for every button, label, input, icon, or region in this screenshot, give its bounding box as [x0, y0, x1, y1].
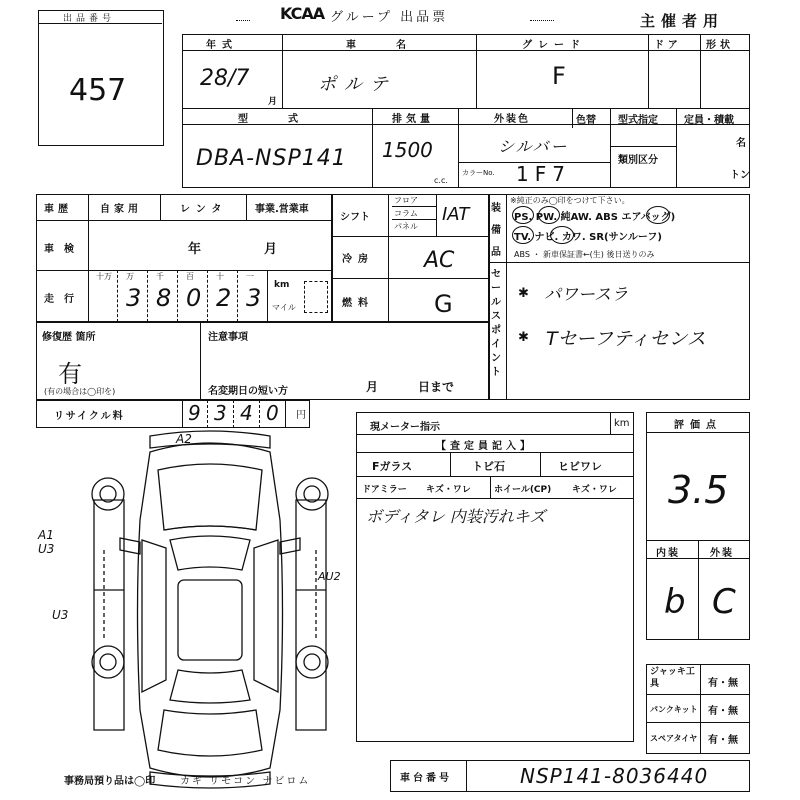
- odometer-digit: 0: [186, 284, 202, 312]
- recycle-digit: 4: [240, 401, 253, 425]
- interior-value: b: [664, 582, 686, 622]
- odometer-cell: [118, 270, 148, 322]
- color-label: 外装色: [494, 114, 530, 125]
- inspector-item-mirror: ドアミラー: [362, 485, 407, 495]
- repair-label: 修復歴 箇所: [42, 332, 96, 343]
- accessory-value-jack: 有・無: [708, 678, 738, 689]
- car-body-diagram: [80, 430, 340, 790]
- odometer-cell: [238, 270, 268, 322]
- sales-point-2: Tセーフティセンス: [546, 328, 706, 350]
- meter-label: 現メーター指示: [370, 422, 440, 433]
- year-label: 年式: [206, 40, 238, 51]
- model-label: 型式: [238, 114, 338, 125]
- displacement-unit: c.c.: [434, 176, 448, 185]
- grade-value: F: [552, 62, 566, 90]
- recycle-digit-cell: [182, 400, 208, 428]
- lot-label: 出品番号: [63, 14, 116, 24]
- deco-line: [236, 20, 250, 21]
- score-label: 評価点: [674, 420, 722, 431]
- inspector-label: 【査定員記入】: [436, 441, 534, 452]
- model-value: DBA-NSP141: [196, 146, 347, 171]
- color-no-value: 1F7: [516, 162, 571, 186]
- host-label: 主催者用: [640, 12, 725, 30]
- grade-label: グレード: [522, 40, 586, 51]
- mile-check-box[interactable]: [304, 281, 328, 313]
- office-note: 事務局預り品は◯印: [64, 776, 156, 787]
- interior-label: 内装: [656, 548, 680, 559]
- circle-mark-ab: [646, 206, 670, 224]
- inspector-comment: ボディタレ 内装汚れキズ: [366, 507, 546, 526]
- equipment-line-3: ABS ・ 新車保証書←(生) 後日送りのみ: [514, 250, 655, 259]
- name-change-day: 日まで: [418, 380, 455, 394]
- shift-value: IAT: [442, 204, 470, 225]
- inspector-item-mirror-damage: キズ・ワレ: [426, 485, 471, 495]
- diagram-mark-left-top: A1 U3: [38, 528, 55, 556]
- repair-note: (有の場合は◯印を): [44, 387, 116, 396]
- chassis-label: 車台番号: [400, 773, 452, 784]
- form-title: グループ 出品票: [330, 10, 449, 25]
- equipment-line-2: TV. ナビ. カワ. SR(サンルーフ): [514, 232, 662, 243]
- recycle-digit-cell: [234, 400, 260, 428]
- capacity-unit-tons: トン: [730, 170, 750, 181]
- equipment-line-1: PS. PW. 純AW. ABS エアバッグ): [514, 212, 676, 223]
- exterior-label: 外装: [710, 548, 734, 559]
- capacity-unit-persons: 名: [736, 138, 746, 149]
- recycle-unit: 円: [296, 410, 306, 421]
- ac-label: 冷房: [342, 254, 374, 265]
- accessory-label-spare: スペアタイヤ: [650, 734, 698, 743]
- inspection-year-label: 年: [188, 242, 202, 257]
- recycle-label: リサイクル料: [54, 411, 125, 422]
- deco-line: [530, 20, 554, 21]
- shift-option-floor: フロア: [394, 196, 418, 205]
- shift-option-column: コラム: [394, 209, 418, 218]
- inspection-label: 車検: [44, 244, 84, 255]
- name-label: 車名: [346, 40, 446, 51]
- mileage-unit-km: km: [274, 280, 290, 290]
- year-month-suffix: 月: [268, 97, 278, 107]
- odometer-cell: [148, 270, 178, 322]
- mileage-unit-mile: マイル: [272, 303, 296, 312]
- circle-mark-ps: [512, 206, 534, 224]
- sales-point-star-1: ✱: [518, 286, 529, 301]
- recycle-digit-cell: [208, 400, 234, 428]
- capacity-label: 定員・積載: [684, 115, 734, 126]
- sales-point-1: パワースラ: [544, 285, 629, 305]
- color-value: シルバー: [498, 137, 569, 156]
- name-change-label: 名変期日の短い方: [208, 386, 288, 397]
- color-no-label: カラーNo.: [462, 169, 495, 177]
- circle-mark-tv: [512, 226, 534, 244]
- displacement-value: 1500: [382, 138, 433, 162]
- equipment-label: 装備品: [491, 203, 501, 258]
- odometer-digit: 8: [156, 284, 172, 312]
- inspector-item-wheel-damage: キズ・ワレ: [572, 485, 617, 495]
- score-value: 3.5: [668, 468, 729, 512]
- history-option-business: 事業.営業車: [255, 204, 309, 215]
- history-option-rental: レンタ: [180, 204, 228, 215]
- fuel-label: 燃料: [342, 298, 374, 309]
- sales-point-star-2: ✱: [518, 330, 529, 345]
- category-label: 類別区分: [618, 155, 658, 166]
- fuel-value: G: [434, 290, 453, 318]
- accessory-label-jack: ジャッキ工具: [650, 667, 695, 689]
- inspector-item-crack: ヒビワレ: [558, 460, 602, 473]
- odometer-digit-label: 千: [156, 272, 164, 281]
- equipment-note: ※純正のみ◯印をつけて下さい。: [510, 196, 630, 205]
- odometer-digit-label: 百: [186, 272, 194, 281]
- shift-label: シフト: [340, 212, 370, 223]
- odometer-digit: 3: [246, 284, 262, 312]
- odometer-digit-label: 十: [216, 272, 224, 281]
- circle-mark-navi: [550, 226, 574, 244]
- history-label: 車歴: [44, 204, 72, 215]
- car-name-value: ポルテ: [318, 74, 396, 95]
- circle-mark-pw: [538, 206, 560, 224]
- inspector-item-glass: Fガラス: [372, 460, 413, 473]
- notes-label: 注意事項: [208, 332, 248, 343]
- odometer-digit: 3: [126, 284, 142, 312]
- diagram-mark-front: A2: [176, 432, 192, 446]
- inspection-month-label: 月: [264, 242, 278, 257]
- accessory-value-puncture: 有・無: [708, 706, 738, 717]
- ac-value: AC: [424, 248, 455, 273]
- accessory-value-spare: 有・無: [708, 735, 738, 746]
- inspector-item-chip: トビ石: [472, 460, 505, 473]
- inspector-item-wheel: ホイール(CP): [494, 485, 552, 495]
- odometer-digit-label: 一: [246, 272, 254, 281]
- office-items: カギ リモコン ナビロム: [180, 776, 311, 787]
- recycle-digit: 0: [266, 401, 279, 425]
- exterior-value: C: [712, 582, 736, 622]
- odometer-digit: 2: [216, 284, 232, 312]
- type-designation-label: 型式指定: [618, 115, 658, 126]
- shift-option-panel: パネル: [394, 222, 418, 231]
- history-option-private: 自家用: [100, 204, 142, 215]
- odometer-cell: [208, 270, 238, 322]
- recycle-digit-cell: [260, 400, 286, 428]
- mileage-label: 走行: [44, 294, 84, 305]
- odometer-cell: [178, 270, 208, 322]
- sales-points-label: セールスポイント: [491, 269, 501, 378]
- meter-unit: km: [614, 418, 630, 429]
- lot-number-box: [38, 10, 164, 146]
- name-change-month: 月: [366, 380, 379, 394]
- repair-value: 有: [58, 360, 82, 388]
- lot-number: 457: [69, 73, 127, 108]
- odometer-cell: [88, 270, 118, 322]
- diagram-mark-left-bottom: U3: [52, 608, 69, 622]
- door-label: ドア: [654, 40, 682, 51]
- odometer-digit-label: 十万: [96, 272, 112, 281]
- odometer-digit-label: 万: [126, 272, 134, 281]
- displacement-label: 排気量: [392, 114, 434, 125]
- body-label: 形状: [706, 40, 734, 51]
- recycle-digit: 9: [188, 401, 201, 425]
- diagram-mark-right: AU2: [318, 570, 341, 583]
- color-swap-label: 色替: [576, 115, 596, 126]
- brand-logo: KCAA: [280, 4, 325, 23]
- accessory-label-puncture: パンクキット: [650, 705, 698, 714]
- chassis-value: NSP141-8036440: [520, 764, 709, 788]
- recycle-digit: 3: [214, 401, 227, 425]
- year-value: 28/7: [200, 66, 250, 91]
